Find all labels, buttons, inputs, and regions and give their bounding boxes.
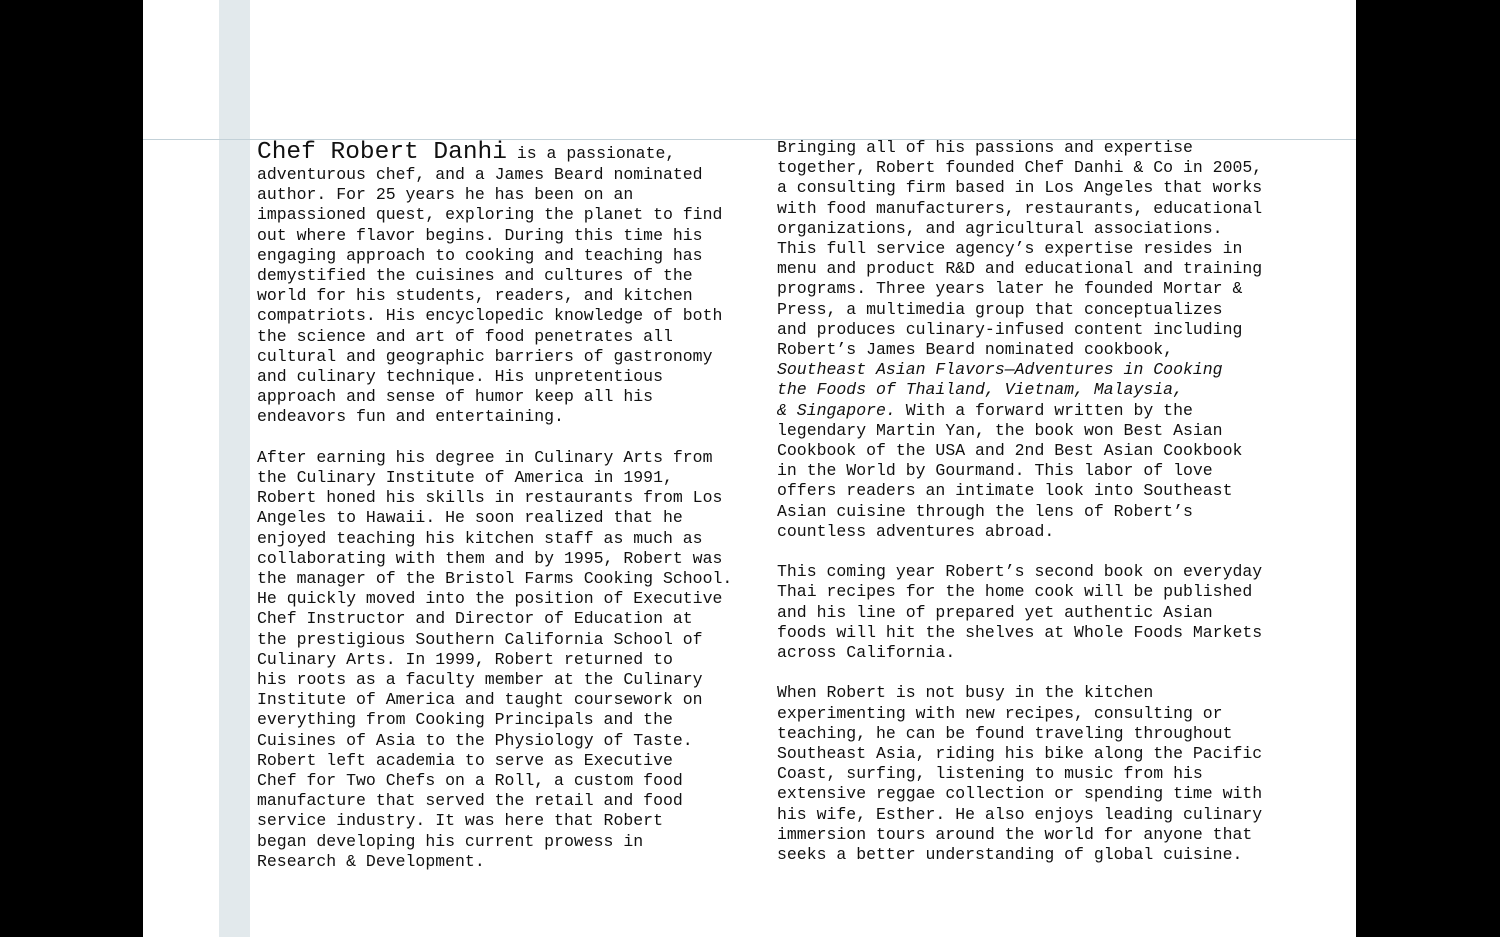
text-line: Chef Instructor and Director of Education at xyxy=(257,609,693,629)
text-line: across California. xyxy=(777,643,956,663)
text-line: and culinary technique. His unpretentious xyxy=(257,367,663,387)
text-line: the Culinary Institute of America in 1991, xyxy=(257,468,673,488)
text-line: Robert left academia to serve as Executive xyxy=(257,750,673,770)
text-line: and his line of prepared yet authentic Asian xyxy=(777,602,1213,622)
text-line: Asian cuisine through the lens of Robert’s xyxy=(777,501,1193,521)
text-line: Institute of America and taught coursework on xyxy=(257,690,703,710)
text-line: After earning his degree in Culinary Arts from xyxy=(257,447,713,467)
right-column xyxy=(777,138,1277,885)
text-line: author. For 25 years he has been on an xyxy=(257,185,634,205)
text-line: seeks a better understanding of global cuisine. xyxy=(777,845,1243,865)
text-line: menu and product R&D and educational and training xyxy=(777,259,1263,279)
text-line: manufacture that served the retail and food xyxy=(257,791,683,811)
text-line: impassioned quest, exploring the planet to find xyxy=(257,205,723,225)
text-line: everything from Cooking Principals and the xyxy=(257,710,673,730)
text-line: the science and art of food penetrates all xyxy=(257,326,673,346)
text-line: adventurous chef, and a James Beard nominated xyxy=(257,165,703,184)
text-line: Culinary Arts. In 1999, Robert returned to xyxy=(257,649,673,669)
text-line: compatriots. His encyclopedic knowledge of both xyxy=(257,306,723,326)
text-line: the prestigious Southern California School of xyxy=(257,629,703,649)
text-line: service industry. It was here that Robert xyxy=(257,811,663,831)
text-line: teaching, he can be found traveling throughout xyxy=(777,723,1233,743)
text-line: out where flavor begins. During this time his xyxy=(257,225,703,245)
text-line: his roots as a faculty member at the Culinary xyxy=(257,670,703,690)
text-line: Angeles to Hawaii. He soon realized that he xyxy=(257,508,683,528)
text-line: enjoyed teaching his kitchen staff as much as xyxy=(257,528,703,548)
text-line: organizations, and agricultural associations. xyxy=(777,218,1223,238)
text-line: offers readers an intimate look into Southeast xyxy=(777,481,1233,501)
text-line: When Robert is not busy in the kitchen xyxy=(777,683,1154,703)
book-title-line: the Foods of Thailand, Vietnam, Malaysia, xyxy=(777,380,1183,400)
bio-education-paragraph xyxy=(257,448,757,872)
text-line: engaging approach to cooking and teaching has xyxy=(257,245,703,265)
chef-name-heading: Chef Robert Danhi xyxy=(257,139,507,166)
text-line: began developing his current prowess in xyxy=(257,831,644,851)
text-line: Chef for Two Chefs on a Roll, a custom food xyxy=(257,771,683,791)
intro-first-line xyxy=(257,141,757,165)
text-line: and produces culinary-infused content including xyxy=(777,319,1243,339)
text-line: cultural and geographic barriers of gastronomy xyxy=(257,346,713,366)
book-title-line: Southeast Asian Flavors—Adventures in Cooking xyxy=(777,360,1223,380)
book-title-last-line xyxy=(777,401,1277,421)
bio-business-paragraph xyxy=(777,138,1277,542)
intro-line-text: is a passionate, xyxy=(506,144,676,163)
text-line: immersion tours around the world for anyone that xyxy=(777,824,1253,844)
text-line: Bringing all of his passions and expertise xyxy=(777,138,1193,157)
text-line: Research & Development. xyxy=(257,851,485,871)
text-line: This full service agency’s expertise resides in xyxy=(777,239,1243,259)
text-line: approach and sense of humor keep all his xyxy=(257,387,654,407)
text-line: This coming year Robert’s second book on everyday xyxy=(777,562,1263,582)
text-line: the manager of the Bristol Farms Cooking School. xyxy=(257,569,733,589)
text-line: Robert’s James Beard nominated cookbook, xyxy=(777,340,1174,360)
book-title-line: & Singapore. xyxy=(777,400,896,420)
text-line: endeavors fun and entertaining. xyxy=(257,407,564,427)
text-line: with food manufacturers, restaurants, educational xyxy=(777,198,1263,218)
left-column xyxy=(257,141,757,892)
text-line: extensive reggae collection or spending time with xyxy=(777,784,1263,804)
bio-personal-paragraph xyxy=(777,683,1277,865)
text-line: countless adventures abroad. xyxy=(777,521,1055,541)
text-line: Press, a multimedia group that conceptualizes xyxy=(777,299,1223,319)
text-line: He quickly moved into the position of Executive xyxy=(257,589,723,609)
text-line: foods will hit the shelves at Whole Foods Markets xyxy=(777,622,1263,642)
text-line: in the World by Gourmand. This labor of love xyxy=(777,461,1213,481)
text-line: Robert honed his skills in restaurants from Los xyxy=(257,488,723,508)
text-line: together, Robert founded Chef Danhi & Co in 2005, xyxy=(777,158,1263,178)
text-line: Cuisines of Asia to the Physiology of Taste. xyxy=(257,730,693,750)
text-line: demystified the cuisines and cultures of the xyxy=(257,266,693,286)
bio-upcoming-paragraph xyxy=(777,562,1277,663)
bio-intro-paragraph xyxy=(257,141,757,428)
text-line: Cookbook of the USA and 2nd Best Asian Cookbook xyxy=(777,441,1243,461)
text-line: collaborating with them and by 1995, Robert was xyxy=(257,548,723,568)
text-line: legendary Martin Yan, the book won Best Asian xyxy=(777,420,1223,440)
text-line: programs. Three years later he founded Mortar & xyxy=(777,279,1243,299)
text-line: his wife, Esther. He also enjoys leading culinary xyxy=(777,804,1263,824)
left-margin-strip xyxy=(219,0,250,937)
text-line: Coast, surfing, listening to music from his xyxy=(777,764,1203,784)
text-line: experimenting with new recipes, consulting or xyxy=(777,703,1223,723)
document-page xyxy=(143,0,1356,937)
text-line: world for his students, readers, and kitchen xyxy=(257,286,693,306)
text-line: Thai recipes for the home cook will be published xyxy=(777,582,1253,602)
text-line: Southeast Asia, riding his bike along the Pacific xyxy=(777,744,1263,764)
text-after-title: With a forward written by the xyxy=(895,400,1193,420)
text-line: a consulting firm based in Los Angeles that works xyxy=(777,178,1263,198)
